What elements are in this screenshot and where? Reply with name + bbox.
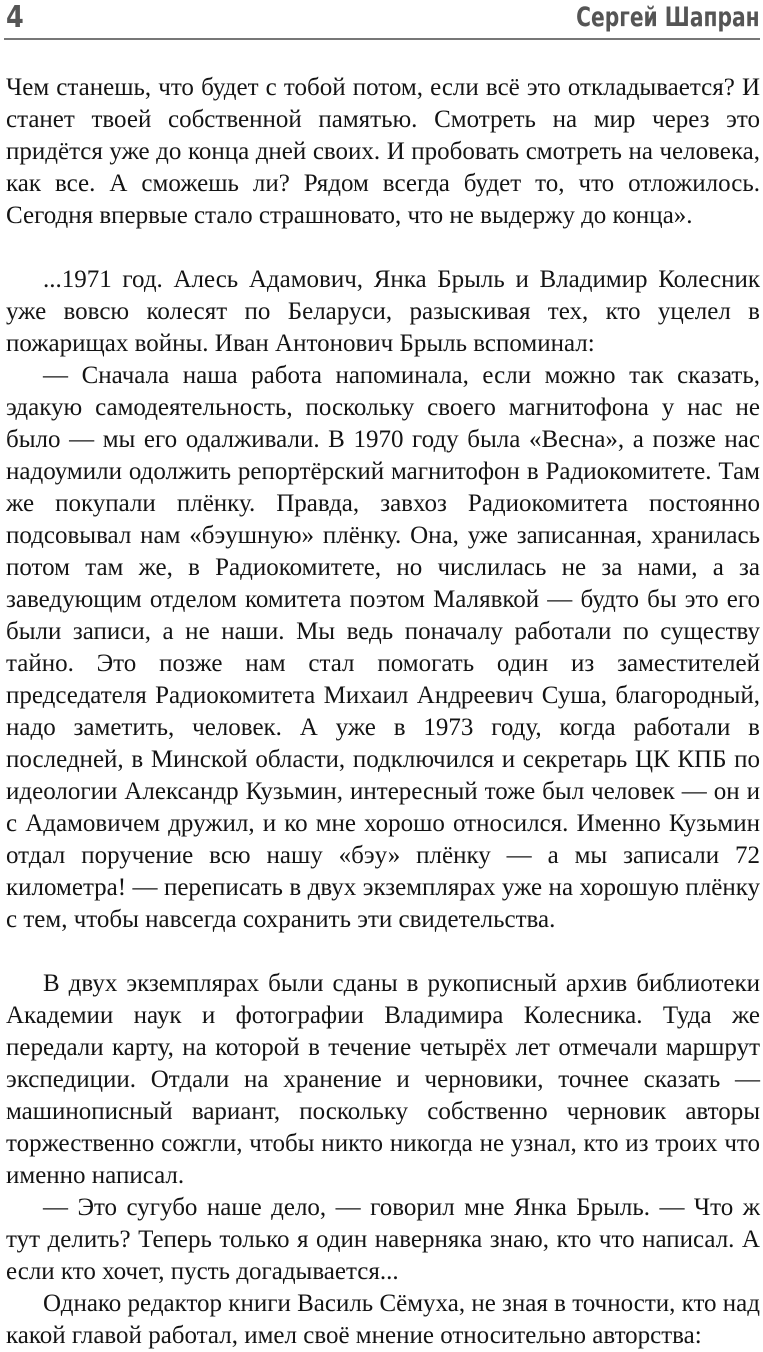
paragraph: — Это сугубо наше дело, — говорил мне Янка Брыль. — Что ж тут делить? Теперь только я один наверняка знаю, кто что написал. А если кто хочет, пусть догадывается...: [6, 1194, 760, 1285]
header-rule: [4, 38, 760, 40]
page-number: 4: [6, 0, 24, 35]
paragraph: — Сначала наша работа напоминала, если можно так сказать, эдакую самодеятельность, поскольку своего магнитофона у нас не было — мы его одалживали. В 1970 году была «Весна», а позже нас надоумили одолжить репортёрский магнитофон в Радиокомитете. Там же покупали плёнку. Правда, завхоз Радиокомитета постоянно подсовывал нам «бэушную» плёнку. Она, уже записанная, хранилась потом там же, в Радиокомитете, но числилась не за нами, а за заведующим отделом комитета поэтом Малявкой — будто бы это его были записи, а не наши. Мы ведь поначалу работали по существу тайно. Это позже нам стал помогать один из заместителей председателя Радиокомитета Михаил Андреевич Суша, благородный, надо заметить, человек. А уже в 1973 году, когда работали в последней, в Минской области, подключился и секретарь ЦК КПБ по идеологии Александр Кузьмин, интересный тоже был человек — он и с Адамовичем дружил, и ко мне хорошо относился. Именно Кузьмин отдал поручение всю нашу «бэу» плёнку — а мы записали 72 километра! — переписать в двух экземплярах уже на хорошую плёнку с тем, чтобы навсегда сохранить эти свидетельства.: [6, 362, 760, 933]
paragraph: Однако редактор книги Василь Сёмуха, не зная в точности, кто над какой главой работал, имел своё мнение относительно авторства:: [6, 1290, 760, 1349]
paragraph-gap: [6, 936, 760, 968]
paragraph: Чем станешь, что будет с тобой потом, если всё это откладывается? И станет твоей собственной памятью. Смотреть на мир через это придётся уже до конца дней своих. И пробовать смотреть на человека, как все. А сможешь ли? Рядом всегда будет то, что отложилось. Сегодня впервые стало страшновато, что не выдержу до конца».: [6, 74, 760, 229]
running-head: [4, 0, 760, 38]
paragraph: В двух экземплярах были сданы в рукописный архив библиотеки Академии наук и фотографии Владимира Колесника. Туда же передали карту, на которой в течение четырёх лет отмечали маршрут экспедиции. Отдали на хранение и черновики, точнее сказать — машинописный вариант, поскольку собственно черновик авторы торжественно сожгли, чтобы никто никогда не узнал, кто из троих что именно написал.: [6, 970, 760, 1189]
paragraph-gap: [6, 232, 760, 264]
body-text: [6, 72, 760, 1352]
running-head-author: Сергей Шапран: [576, 2, 760, 33]
paragraph: ...1971 год. Алесь Адамович, Янка Брыль и Владимир Колесник уже вовсю колесят по Беларуси, разыскивая тех, кто уцелел в пожарищах войны. Иван Антонович Брыль вспоминал:: [6, 266, 760, 357]
